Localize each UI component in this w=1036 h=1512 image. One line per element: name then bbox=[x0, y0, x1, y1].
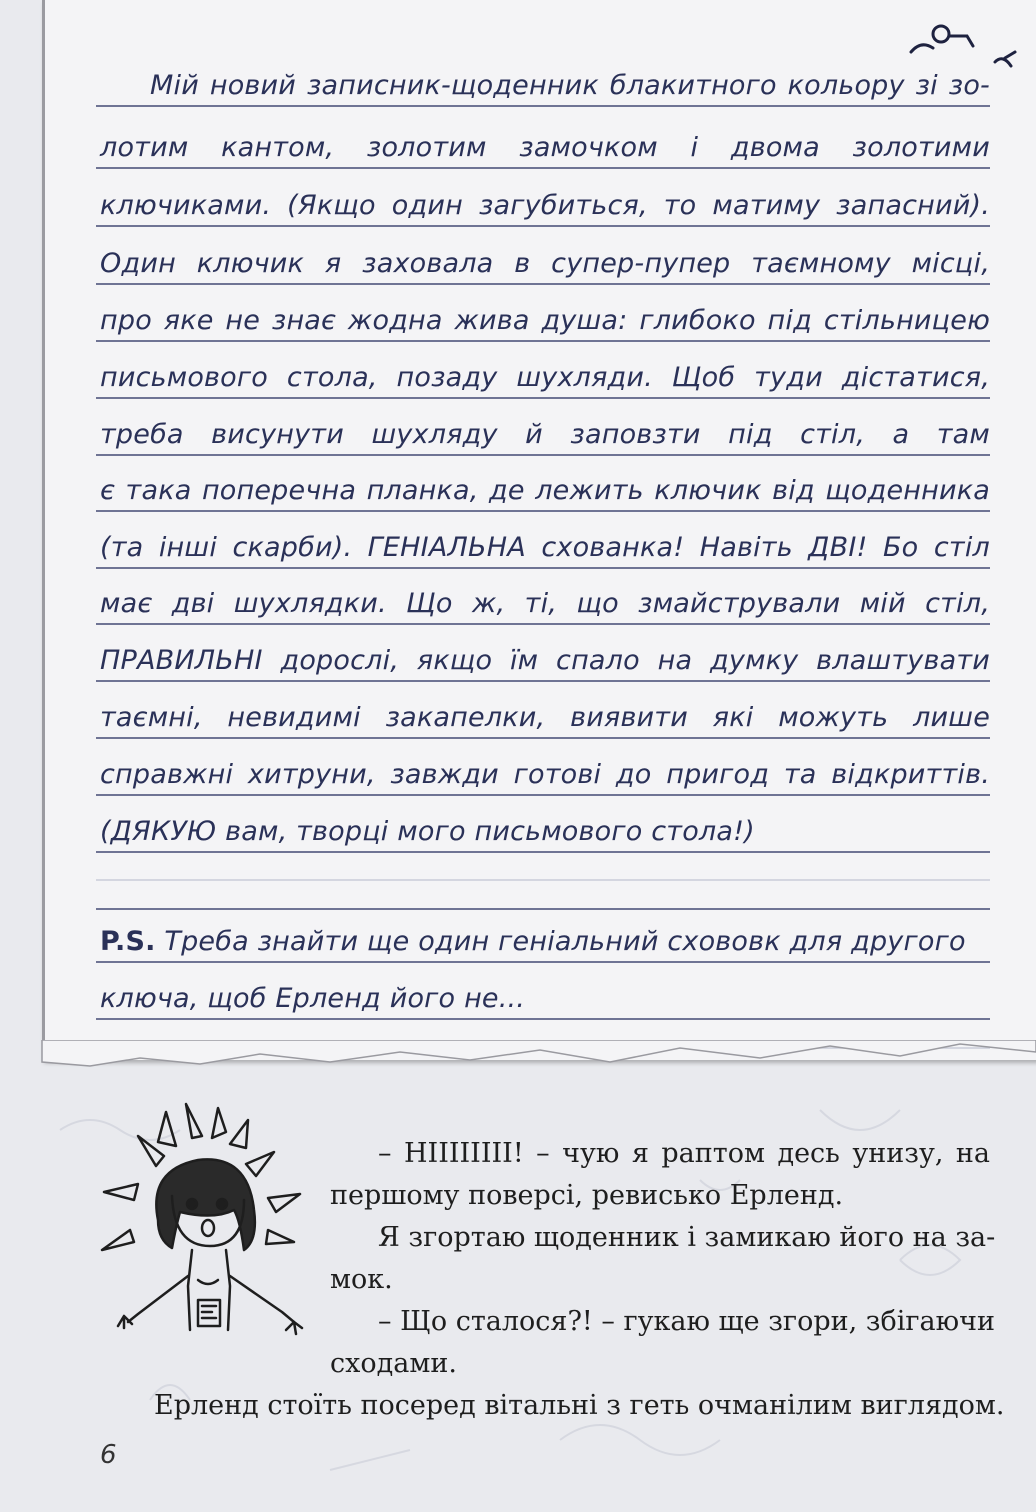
diary-ps-line-2: ключа, щоб Ерленд його не... bbox=[100, 983, 526, 1014]
prose-line-1: – НІІІІІІІІ! – чую я раптом десь унизу, на bbox=[378, 1138, 990, 1169]
diary-line-4: Один ключик я заховала в супер-пупер таємному місці, bbox=[100, 248, 990, 279]
diary-line-1: Мій новий записник-щоденник блакитного кольору зі зо- bbox=[150, 70, 990, 101]
diary-ps-line-1 bbox=[100, 926, 990, 957]
diary-line-12: таємні, невидимі закапелки, виявити які можуть лише bbox=[100, 702, 990, 733]
prose-line-4: мок. bbox=[330, 1264, 393, 1295]
diary-line-5: про яке не знає жодна жива душа: глибоко під стільницею bbox=[100, 305, 990, 336]
prose-line-2: першому поверсі, ревисько Ерленд. bbox=[330, 1180, 844, 1211]
diary-line-3: ключиками. (Якщо один загубиться, то матиму запасний). bbox=[100, 190, 990, 221]
prose-line-6: сходами. bbox=[330, 1348, 457, 1379]
diary-line-7: треба висунути шухляду й заповзти під стіл, а там bbox=[100, 419, 990, 450]
diary-line-11: ПРАВИЛЬНІ дорослі, якщо їм спало на думку влаштувати bbox=[100, 645, 990, 676]
torn-edge bbox=[0, 1040, 1036, 1100]
ps-text-1: Треба знайти ще один геніальний схововк для другого bbox=[164, 926, 966, 957]
diary-line-2: лотим кантом, золотим замочком і двома золотими bbox=[100, 132, 990, 163]
diary-line-10: має дві шухлядки. Що ж, ті, що змайстрували мій стіл, bbox=[100, 588, 990, 619]
diary-line-6: письмового стола, позаду шухляди. Щоб туди дістатися, bbox=[100, 362, 990, 393]
diary-line-9: (та інші скарби). ГЕНІАЛЬНА схованка! Навіть ДВІ! Бо стіл bbox=[100, 532, 990, 563]
diary-line-8: є така поперечна планка, де лежить ключик від щоденника bbox=[100, 475, 990, 506]
diary-line-13: справжні хитруни, завжди готові до пригод та відкриттів. bbox=[100, 759, 990, 790]
prose-line-7: Ерленд стоїть посеред вітальні з геть очманілим виглядом. bbox=[154, 1390, 1005, 1421]
ps-label: P.S. bbox=[100, 926, 156, 957]
girl-doodle-icon bbox=[88, 1100, 328, 1370]
page-number: 6 bbox=[100, 1440, 117, 1470]
prose-line-3: Я згортаю щоденник і замикаю його на за- bbox=[378, 1222, 996, 1253]
prose-line-5: – Що сталося?! – гукаю ще згори, збігаючи bbox=[378, 1306, 995, 1337]
diary-line-14: (ДЯКУЮ вам, творці мого письмового стола!) bbox=[100, 816, 755, 847]
